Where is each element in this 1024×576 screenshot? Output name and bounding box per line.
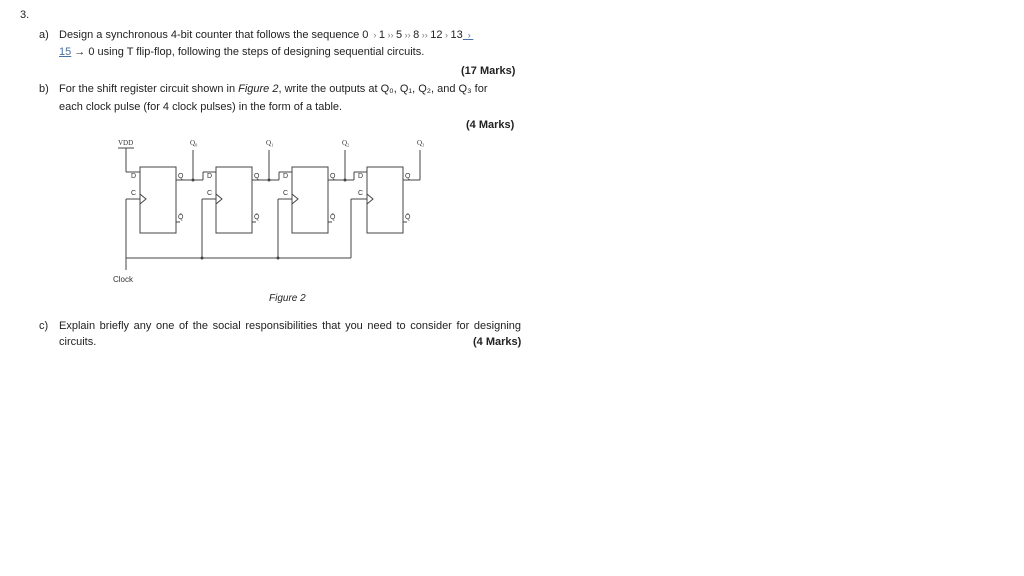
part-a-line2: 15 → 0 using T flip-flop, following the steps of designing sequential circuits. — [59, 46, 425, 58]
vdd-label: VDD — [118, 139, 134, 147]
part-c-line2: circuits. — [59, 336, 97, 348]
clock-label: Clock — [113, 275, 134, 284]
part-a-suffix: 0 using T flip-flop, following the steps of designing sequential circuits. — [88, 46, 425, 58]
ff1-q: Q — [254, 173, 260, 180]
arrow-icon: ›› — [402, 30, 414, 40]
part-b-prefix: For the shift register circuit shown in — [59, 83, 239, 95]
part-c-line1: Explain briefly any one of the social responsibilities that you need to consider for designing — [59, 320, 521, 332]
part-a-label: a) — [39, 29, 49, 41]
ff3-q: Q — [405, 173, 411, 180]
clock-edge-2 — [292, 194, 298, 204]
seq-1: 1 — [378, 29, 386, 41]
arrow-icon: › — [462, 30, 474, 40]
seq-5: 13 — [450, 29, 463, 41]
seq-last: 15 — [59, 46, 72, 58]
ff0-q: Q — [178, 173, 184, 180]
ff2-d: D — [283, 173, 289, 180]
ff3-c: C — [358, 190, 364, 197]
part-b-line2: each clock pulse (for 4 clock pulses) in the form of a table. — [59, 101, 343, 113]
arrow-icon: ›› — [419, 30, 431, 40]
part-b-marks: (4 Marks) — [466, 119, 515, 131]
figure-ref: Figure 2 — [238, 83, 279, 95]
ff0-qbar: Q̄ — [178, 214, 184, 221]
q1-label: Q₁ — [266, 139, 274, 147]
part-a-marks: (17 Marks) — [461, 65, 516, 77]
ff1-d: D — [207, 173, 213, 180]
part-c-label: c) — [39, 320, 49, 332]
ff0-c: C — [131, 190, 137, 197]
clock-edge-3 — [367, 194, 373, 204]
clock-edge-1 — [216, 194, 222, 204]
ff1-qbar: Q̄ — [254, 214, 260, 221]
seq-2: 5 — [396, 29, 403, 41]
ff3-qbar: Q̄ — [405, 214, 411, 221]
arrow-icon: › — [442, 30, 451, 40]
arrow-icon: ›› — [385, 30, 397, 40]
arrow-icon: › — [368, 30, 379, 40]
part-b-label: b) — [39, 83, 49, 95]
ff1-c: C — [207, 190, 213, 197]
ff3-d: D — [358, 173, 364, 180]
part-b-suffix: , write the outputs at Q₀, Q₁, Q₂, and Q₃ for — [278, 83, 488, 95]
figure-caption: Figure 2 — [269, 293, 306, 304]
seq-0: 0 — [362, 29, 369, 41]
clock-edge-0 — [140, 194, 146, 204]
ff2-q: Q — [330, 173, 336, 180]
ff0-d: D — [131, 173, 137, 180]
ff2-c: C — [283, 190, 289, 197]
q0-label: Q₀ — [190, 139, 198, 147]
q2-label: Q₂ — [342, 139, 350, 147]
part-c-marks: (4 Marks) — [473, 336, 522, 348]
q3-label: Q₃ — [417, 139, 425, 147]
ff2-qbar: Q̄ — [330, 214, 336, 221]
seq-3: 8 — [413, 29, 420, 41]
seq-4: 12 — [430, 29, 443, 41]
question-number: 3. — [20, 9, 30, 21]
part-a-prefix: Design a synchronous 4-bit counter that follows the sequence — [59, 29, 363, 41]
